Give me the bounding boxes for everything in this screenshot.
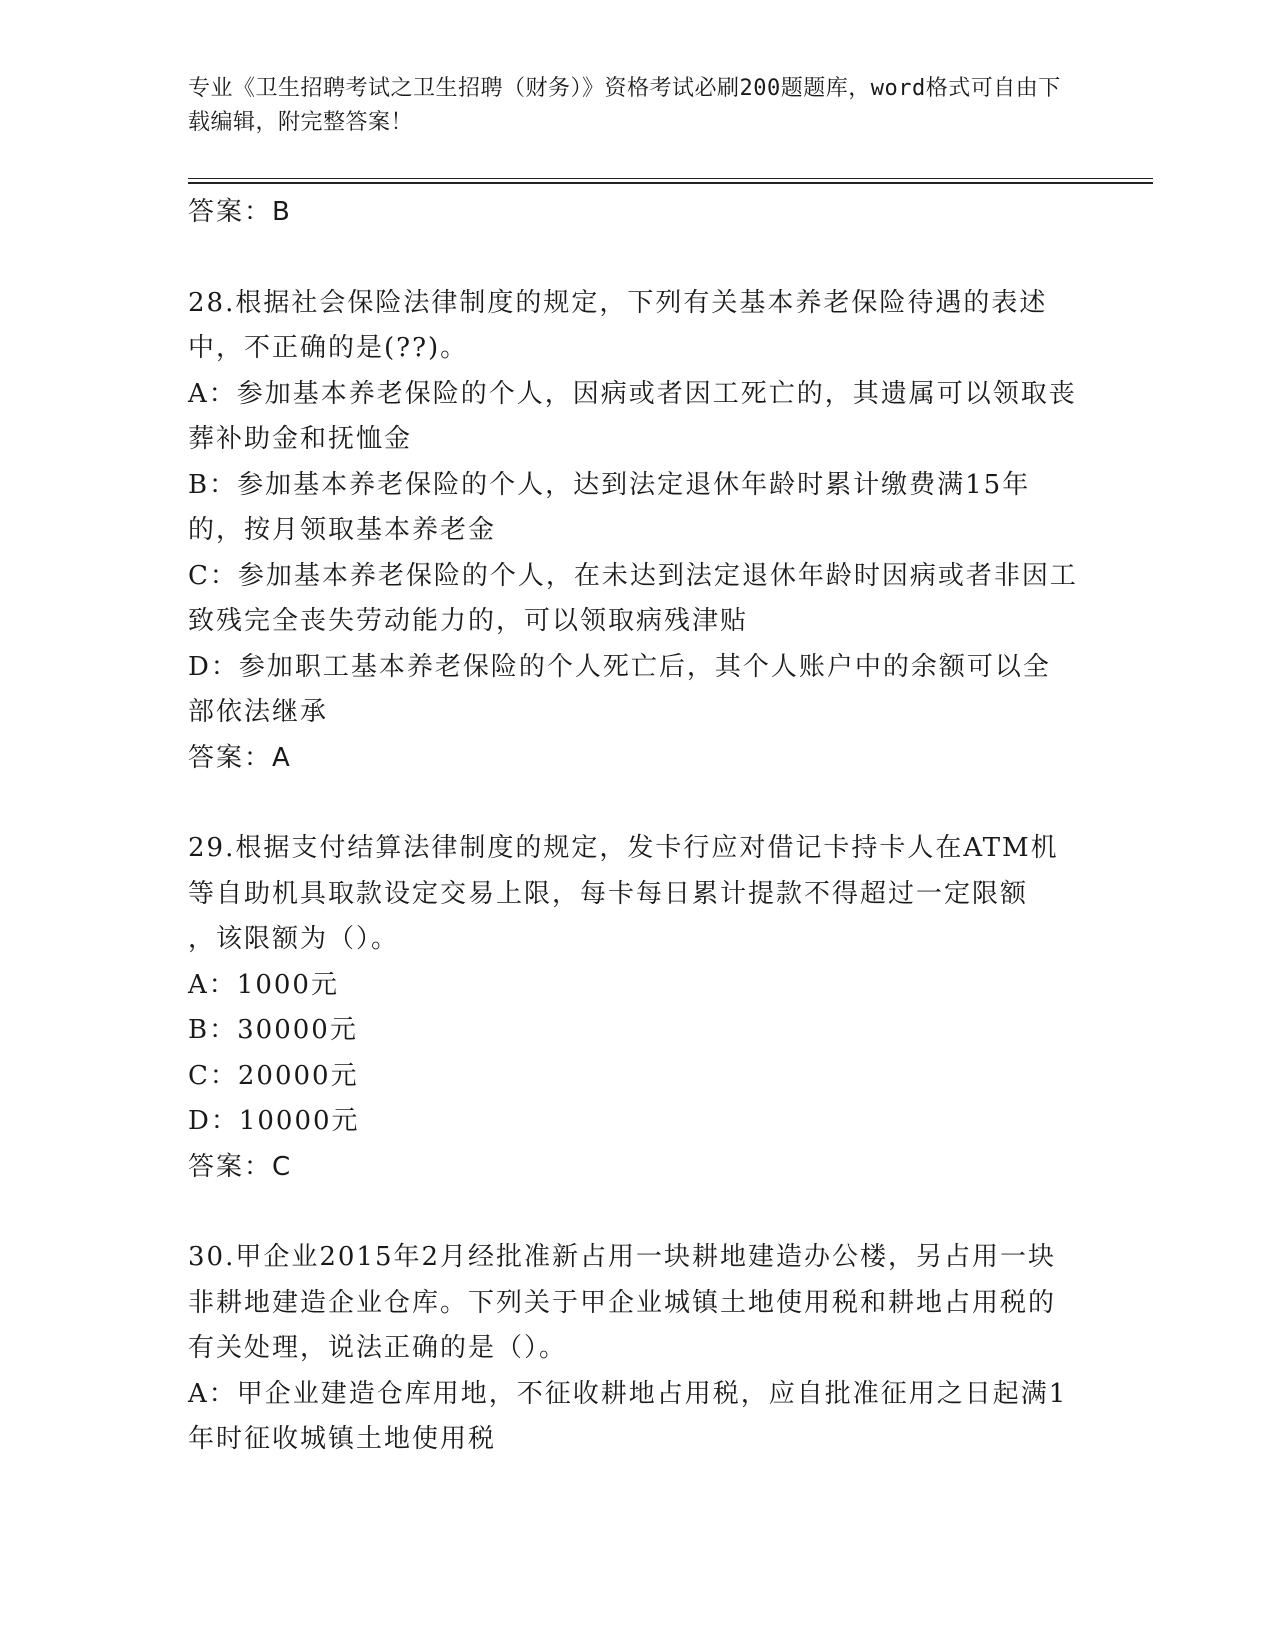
option-c: C：20000元 xyxy=(188,1060,359,1091)
question-answer: 答案：A xyxy=(188,742,292,773)
option-a: A：1000元 xyxy=(188,969,339,1000)
option-d: D：10000元 xyxy=(188,1106,360,1136)
header-divider-thick xyxy=(188,182,1153,184)
option-d: D：参加职工基本养老保险的个人死亡后，其个人账户中的余额可以全部依法继承 xyxy=(188,651,1051,727)
question-stem: 28.根据社会保险法律制度的规定，下列有关基本养老保险待遇的表述中，不正确的是(??)。 xyxy=(188,287,1048,363)
question-stem-line-2: 等自助机具取款设定交易上限，每卡每日累计提款不得超过一定限额 xyxy=(188,878,1029,909)
question-28 xyxy=(188,281,1078,782)
option-a: A：甲企业建造仓库用地，不征收耕地占用税，应自批准征用之日起满1年时征收城镇土地使用税 xyxy=(188,1378,1068,1454)
spacer xyxy=(188,781,1078,826)
option-b: B：30000元 xyxy=(188,1015,358,1045)
question-answer: 答案：C xyxy=(188,1151,293,1182)
header-divider-thin xyxy=(188,178,1153,179)
document-header: 专业《卫生招聘考试之卫生招聘（财务）》资格考试必刷200题题库，word格式可自由下载编辑，附完整答案！ xyxy=(188,76,1061,135)
previous-answer: 答案：B xyxy=(188,197,292,227)
question-stem-line-3: ，该限额为（）。 xyxy=(188,924,400,954)
question-stem-line-1: 29.根据支付结算法律制度的规定，发卡行应对借记卡持卡人在ATM机 xyxy=(188,833,1059,863)
question-stem: 30.甲企业2015年2月经批准新占用一块耕地建造办公楼，另占用一块非耕地建造企业仓库。下列关于甲企业城镇土地使用税和耕地占用税的有关处理，说法正确的是（）。 xyxy=(188,1242,1057,1363)
question-29 xyxy=(188,826,1078,1190)
option-b: B：参加基本养老保险的个人，达到法定退休年龄时累计缴费满15年的，按月领取基本养老金 xyxy=(188,469,1031,545)
spacer xyxy=(188,1190,1078,1235)
document-body xyxy=(188,190,1078,1463)
option-c: C：参加基本养老保险的个人，在未达到法定退休年龄时因病或者非因工致残完全丧失劳动能力的，可以领取病残津贴 xyxy=(188,560,1078,636)
spacer xyxy=(188,236,1078,281)
question-30 xyxy=(188,1235,1078,1463)
option-a: A：参加基本养老保险的个人，因病或者因工死亡的，其遗属可以领取丧葬补助金和抚恤金 xyxy=(188,378,1077,454)
